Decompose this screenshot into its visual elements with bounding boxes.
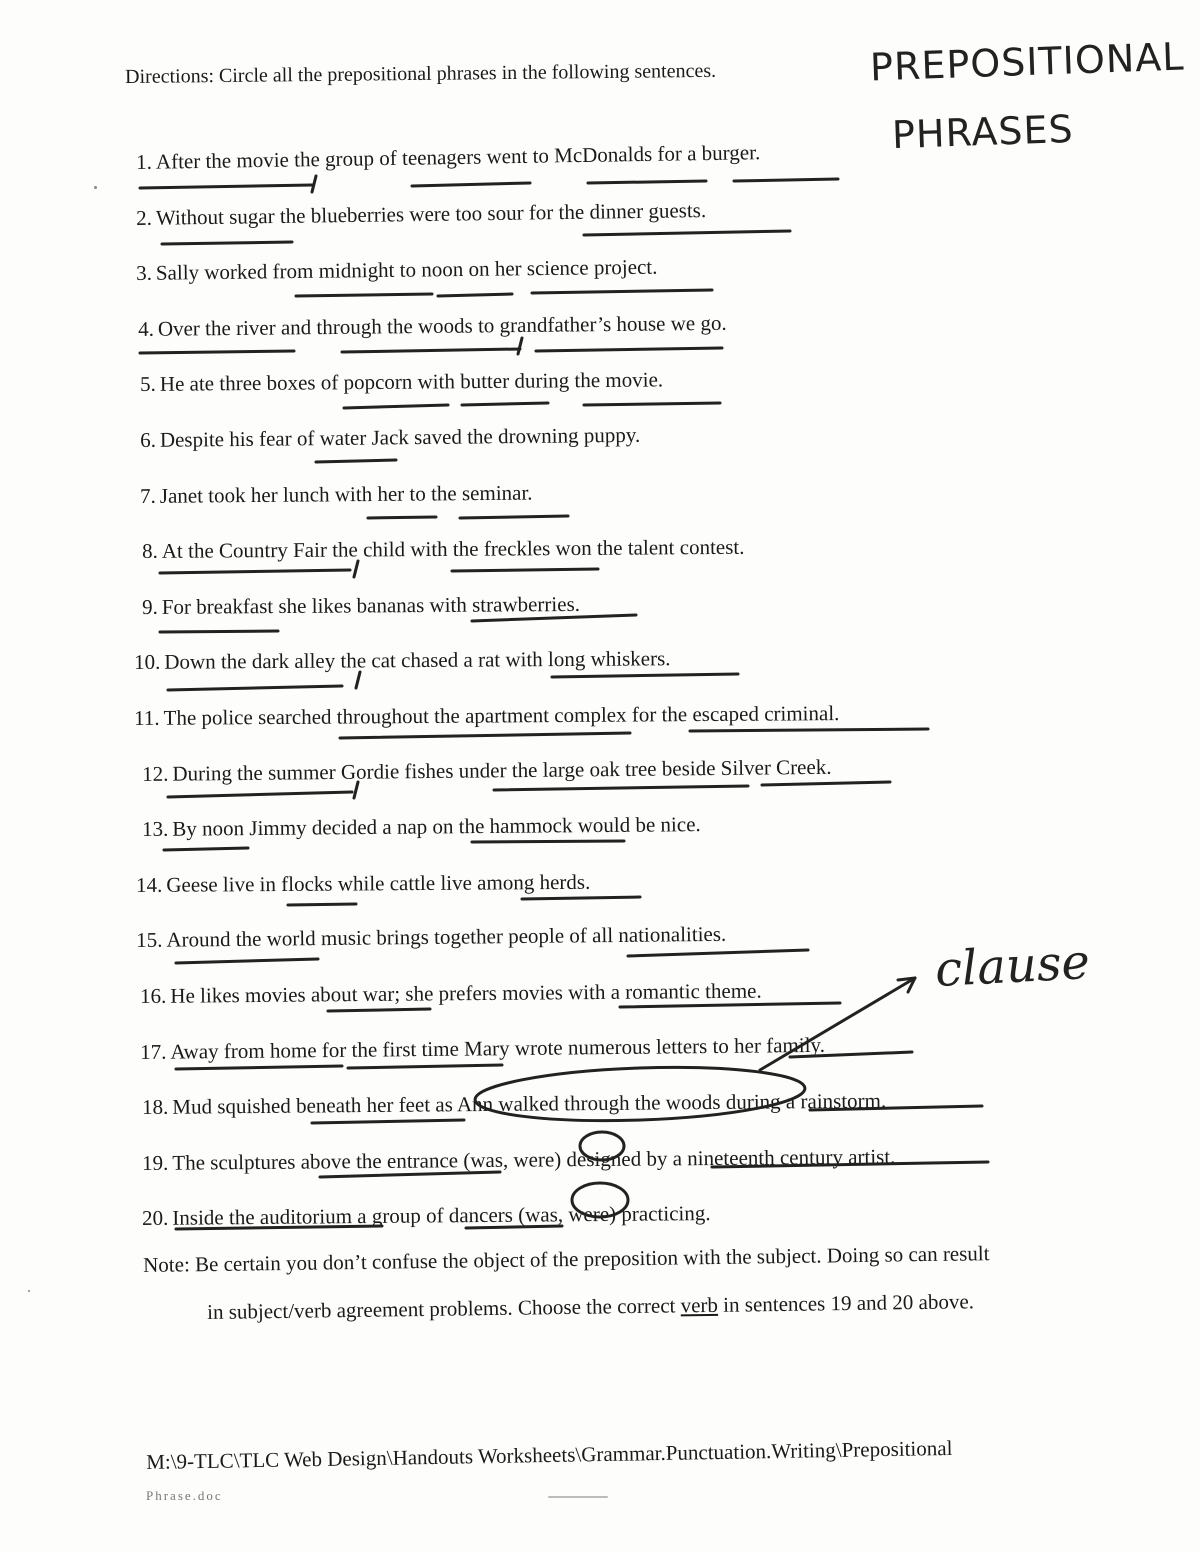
sentence-number: 13.	[142, 816, 169, 842]
sentence-number: 8.	[142, 539, 158, 564]
sentence-text: For breakfast she likes bananas with strawberries.	[161, 591, 581, 619]
sentence-text: The police searched throughout the apartment complex for the escaped criminal.	[163, 701, 840, 730]
sentence-number: 5.	[140, 372, 156, 397]
sentence-number: 10.	[134, 650, 161, 675]
sentence-number: 15.	[136, 928, 163, 953]
sentence-text: Around the world music brings together people of all nationalities.	[166, 922, 727, 953]
sentence-text: By noon Jimmy decided a nap on the hammock would be nice.	[172, 812, 701, 841]
sentence-text: He likes movies about war; she prefers movies with a romantic theme.	[170, 978, 762, 1008]
sentence-text: Despite his fear of water Jack saved the drowning puppy.	[159, 422, 641, 452]
sentence-number: 3.	[136, 260, 153, 286]
sentence-text: The sculptures above the entrance (was, were) designed by a nineteenth century artist.	[172, 1144, 896, 1175]
sentence-text: Without sugar the blueberries were too sour for the dinner guests.	[155, 197, 707, 230]
sentence-text: Janet took her lunch with her to the seminar.	[159, 480, 533, 508]
handwritten-title-line-1: PREPOSITIONAL	[869, 34, 1186, 90]
sentence-text: Inside the auditorium a group of dancers (was, were) practicing.	[172, 1201, 711, 1231]
sentence-number: 4.	[138, 316, 155, 341]
sentence-text: After the movie the group of teenagers went to McDonalds for a burger.	[155, 140, 761, 174]
sentence-text: During the summer Gordie fishes under the large oak tree beside Silver Creek.	[172, 754, 832, 786]
sentence-text: At the Country Fair the child with the freckles won the talent contest.	[161, 534, 745, 564]
sentence-number: 17.	[140, 1039, 167, 1064]
footer-file-path: M:\9-TLC\TLC Web Design\Handouts Worksheets\Grammar.Punctuation.Writing\Prepositional	[146, 1435, 953, 1474]
scan-speck	[94, 186, 97, 189]
sentence-number: 14.	[136, 872, 163, 897]
sentence-number: 18.	[142, 1094, 169, 1120]
directions-text: Directions: Circle all the prepositional phrases in the following sentences.	[125, 59, 717, 88]
note-text-before: in subject/verb agreement problems. Choose the correct	[207, 1293, 681, 1324]
handwritten-clause-note: clause	[933, 933, 1092, 999]
note-text-after: in sentences 19 and 20 above.	[717, 1289, 975, 1317]
sentence-text: Sally worked from midnight to noon on her science project.	[155, 254, 658, 285]
sentence-text: Away from home for the first time Mary wrote numerous letters to her family.	[170, 1032, 825, 1064]
sentence-number: 12.	[142, 761, 169, 786]
sentence-number: 6.	[140, 427, 157, 452]
note-verb-word: verb	[680, 1292, 719, 1318]
note-text: Be certain you don’t confuse the object of the preposition with the subject. Doing so can result	[194, 1241, 990, 1277]
sentence-number: 20.	[142, 1206, 169, 1231]
sentence-text: Down the dark alley the cat chased a rat with long whiskers.	[164, 646, 671, 675]
sentence-number: 9.	[142, 594, 158, 619]
sentence-text: Geese live in flocks while cattle live among herds.	[166, 869, 591, 897]
sentence-text: Over the river and through the woods to grandfather’s house we go.	[157, 310, 727, 341]
sentence-number: 2.	[136, 205, 153, 230]
sentence-number: 19.	[142, 1150, 169, 1175]
sentence-text: Mud squished beneath her feet as Ann walked through the woods during a rainstorm.	[172, 1088, 887, 1119]
sentence-number: 1.	[136, 149, 153, 174]
footer-file-path-cont: Phrase.doc	[146, 1488, 223, 1503]
handwritten-title-line-2: PHRASES	[891, 106, 1075, 158]
scan-speck	[548, 1496, 608, 1498]
sentence-number: 7.	[140, 483, 156, 508]
sentence-number: 11.	[134, 705, 160, 730]
sentence-number: 16.	[140, 983, 167, 1008]
note-label: Note:	[143, 1252, 190, 1277]
sentence-text: He ate three boxes of popcorn with butter during the movie.	[159, 367, 664, 397]
scan-speck	[28, 1290, 30, 1292]
